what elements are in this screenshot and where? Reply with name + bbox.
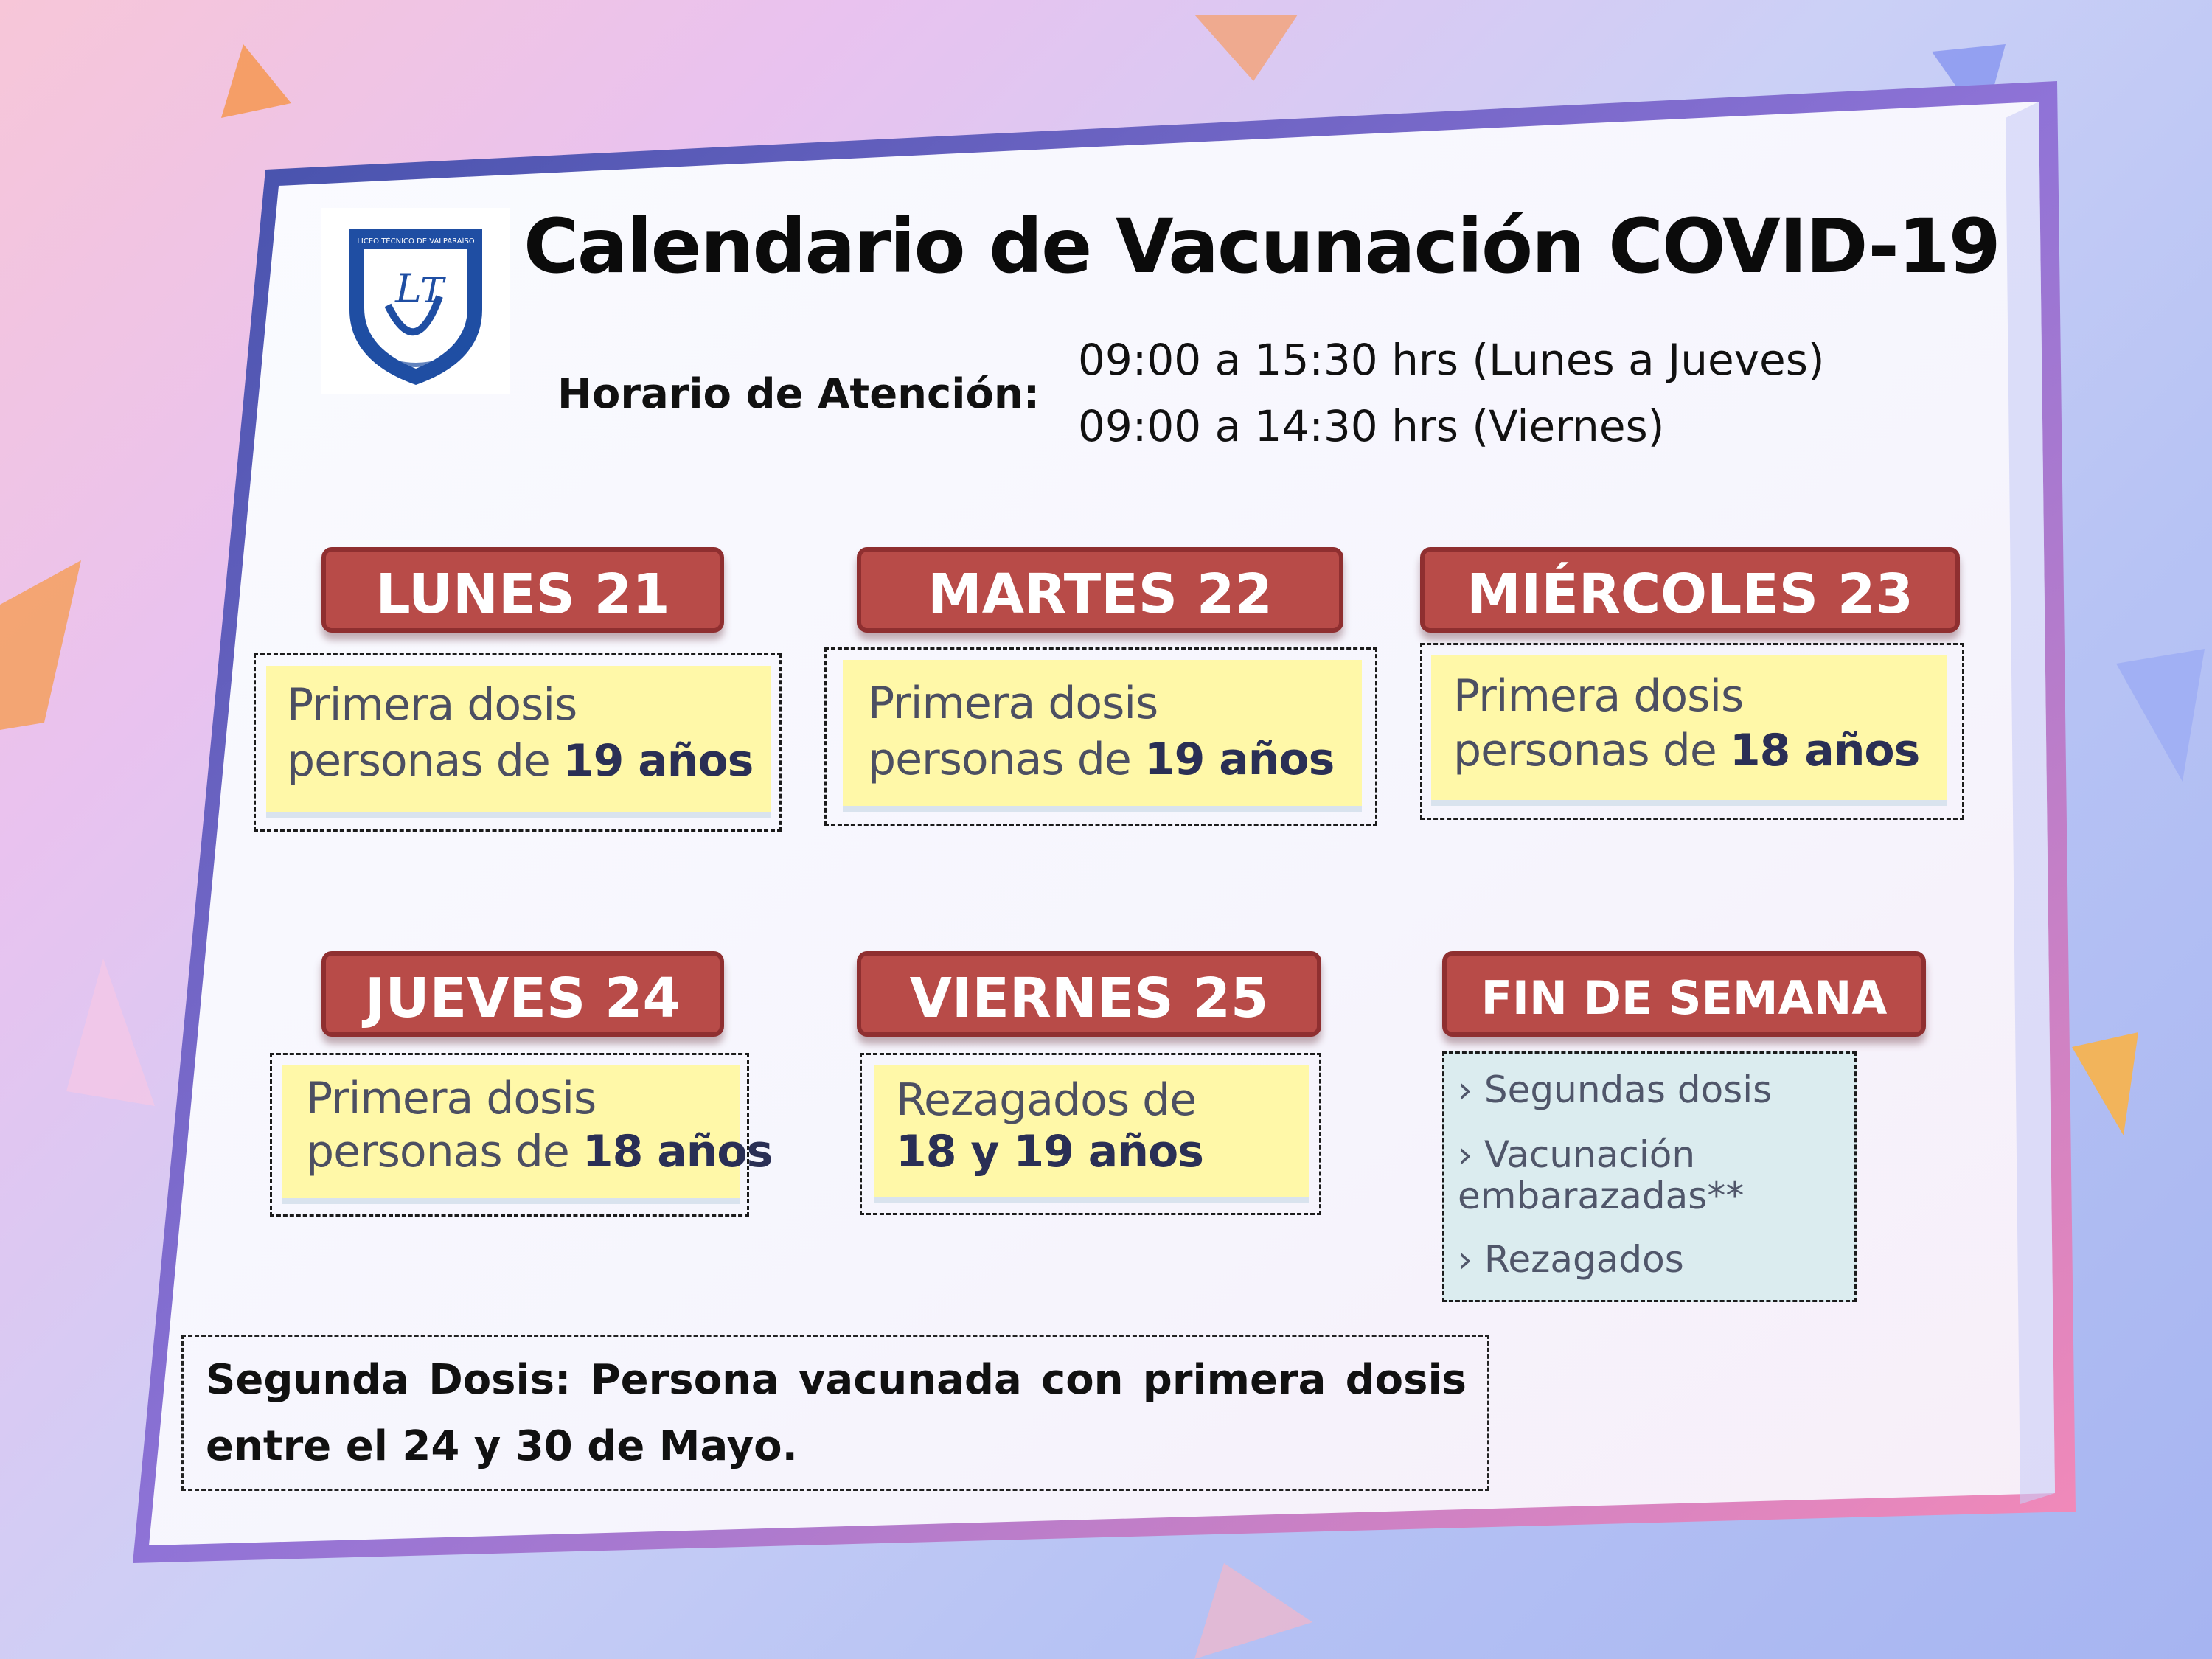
weekend-item-rezagados: › Rezagados bbox=[1458, 1238, 1684, 1281]
weekend-item-segundas-dosis: › Segundas dosis bbox=[1458, 1068, 1773, 1111]
slot-line2: personas de 18 años bbox=[1453, 725, 1920, 776]
weekend-item-embarazadas: embarazadas** bbox=[1458, 1175, 1745, 1217]
day-slot-jueves bbox=[270, 1053, 773, 1217]
second-dose-note-text: Segunda Dosis: Persona vacunada con primera dosis entre el 24 y 30 de Mayo. bbox=[206, 1356, 1467, 1470]
day-slot-miercoles bbox=[1420, 643, 1964, 820]
day-header-martes: MARTES 22 bbox=[857, 547, 1343, 633]
school-logo bbox=[321, 208, 510, 394]
day-header-jueves: JUEVES 24 bbox=[321, 951, 724, 1037]
day-header-fin-de-semana: FIN DE SEMANA bbox=[1442, 951, 1926, 1037]
slot-line1: Rezagados de bbox=[896, 1074, 1197, 1126]
slot-line2: personas de 19 años bbox=[287, 735, 754, 787]
slot-line1: Primera dosis bbox=[1453, 670, 1744, 722]
hours-weekdays: 09:00 a 15:30 hrs (Lunes a Jueves) bbox=[1078, 335, 1825, 385]
hours-friday: 09:00 a 14:30 hrs (Viernes) bbox=[1078, 401, 1665, 451]
shield-logo-icon bbox=[321, 208, 510, 394]
second-dose-note bbox=[181, 1335, 1489, 1491]
svg-text:LICEO TÉCNICO DE VALPARAÍSO: LICEO TÉCNICO DE VALPARAÍSO bbox=[357, 237, 475, 246]
slot-line1: Primera dosis bbox=[868, 678, 1158, 729]
page-title: Calendario de Vacunación COVID-19 bbox=[524, 203, 2000, 291]
hours-label: Horario de Atención: bbox=[557, 370, 1040, 418]
slot-line2: 18 y 19 años bbox=[896, 1126, 1203, 1178]
svg-text:L: L bbox=[395, 265, 422, 312]
weekend-box bbox=[1442, 1051, 1857, 1302]
day-slot-martes bbox=[824, 647, 1377, 826]
day-header-lunes: LUNES 21 bbox=[321, 547, 724, 633]
day-header-viernes: VIERNES 25 bbox=[857, 951, 1321, 1037]
slot-line1: Primera dosis bbox=[287, 679, 577, 731]
day-header-miercoles: MIÉRCOLES 23 bbox=[1420, 547, 1960, 633]
weekend-item-vacunacion: › Vacunación bbox=[1458, 1133, 1696, 1176]
day-slot-lunes bbox=[254, 653, 782, 832]
slot-line1: Primera dosis bbox=[306, 1073, 597, 1124]
day-slot-viernes bbox=[860, 1053, 1321, 1215]
slot-line2: personas de 19 años bbox=[868, 734, 1335, 785]
svg-text:T: T bbox=[420, 270, 445, 311]
slot-line2: personas de 18 años bbox=[306, 1126, 773, 1178]
